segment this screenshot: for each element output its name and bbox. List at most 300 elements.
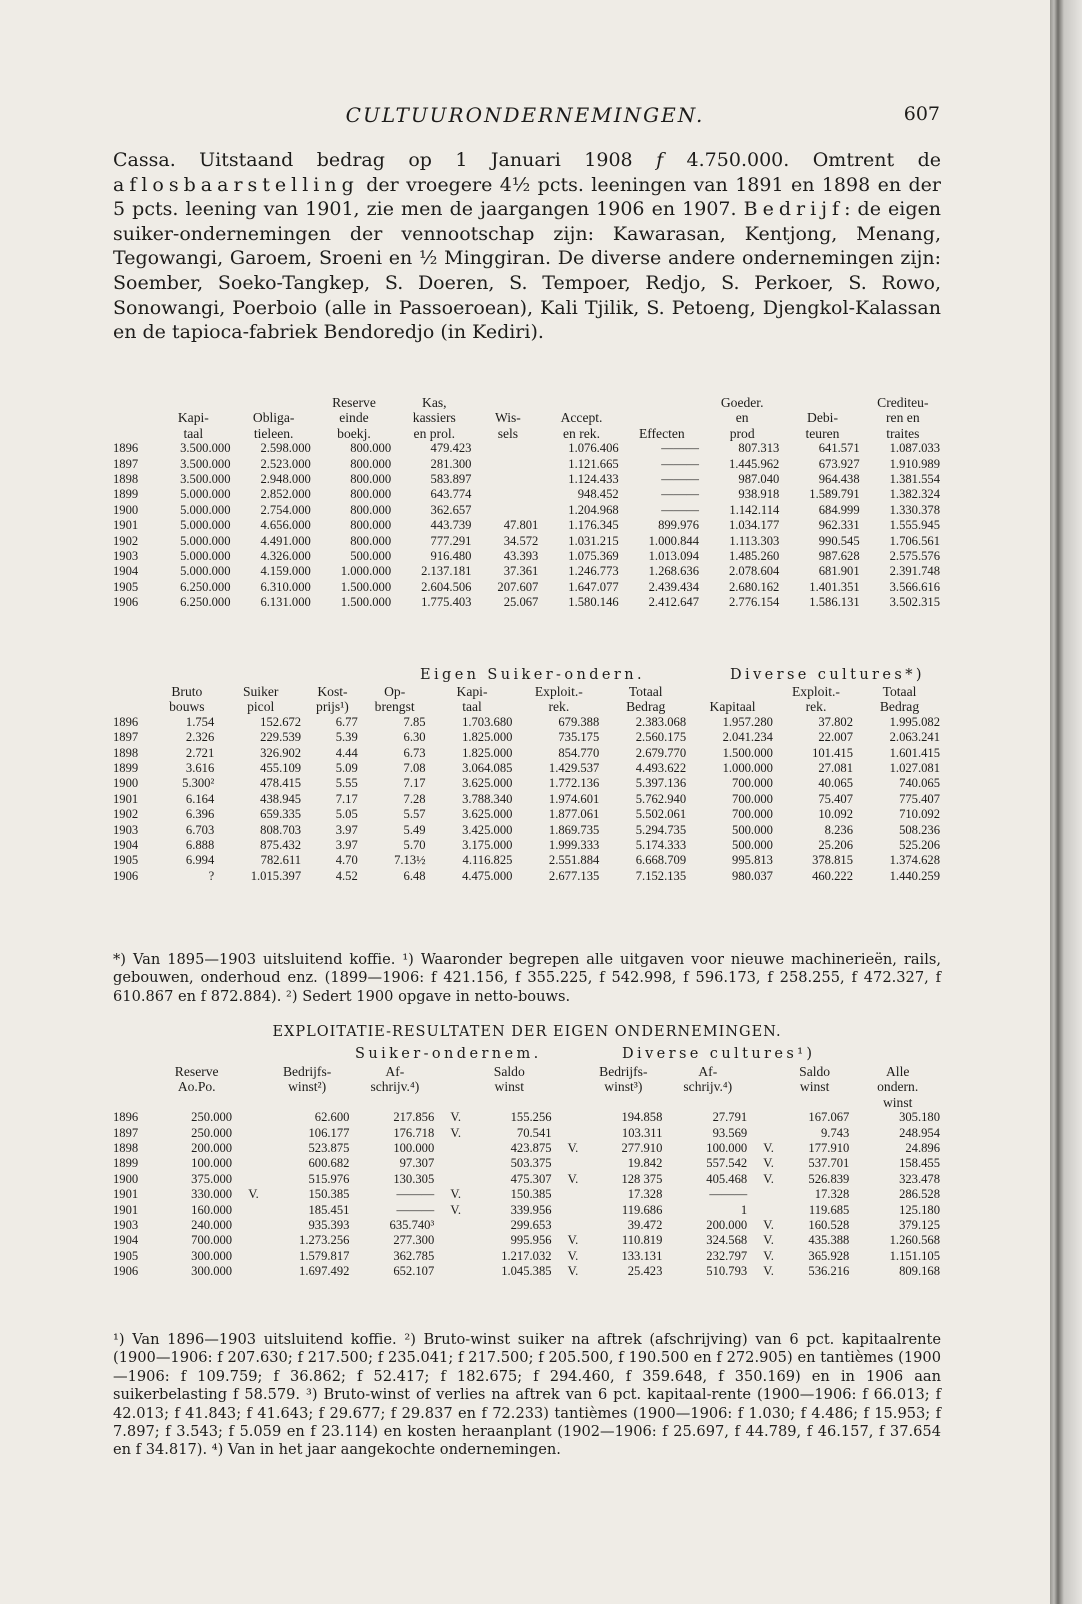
header-cell xyxy=(113,684,156,699)
year-cell: 1905 xyxy=(113,1248,139,1263)
value-cell: 27.791 xyxy=(712,1110,748,1125)
value-cell: 800.000 xyxy=(350,456,392,471)
table-row xyxy=(113,441,943,456)
value-cell: 1.500.000 xyxy=(722,745,773,760)
value-cell: 479.423 xyxy=(430,441,472,456)
value-cell: V. xyxy=(450,1187,461,1202)
table-row xyxy=(113,595,943,610)
value-cell: 523.875 xyxy=(308,1141,350,1156)
value-cell: 200.000 xyxy=(706,1218,748,1233)
header-cell: rek. xyxy=(805,699,827,715)
year-cell: 1898 xyxy=(113,745,139,760)
value-cell: 1.825.000 xyxy=(462,745,513,760)
header-cell: Bedrijfs- xyxy=(599,1064,648,1079)
header-cell xyxy=(437,1064,464,1079)
value-cell: 5.09 xyxy=(335,761,358,776)
value-cell: 1.034.177 xyxy=(728,518,780,533)
value-cell: 1.000.000 xyxy=(340,564,392,579)
year-cell: 1901 xyxy=(113,518,139,533)
value-cell: 1.580.146 xyxy=(568,595,619,610)
value-cell: 207.607 xyxy=(497,579,539,594)
value-cell: 339.956 xyxy=(510,1202,552,1217)
value-cell: 5.000.000 xyxy=(180,502,231,517)
value-cell: 700.000 xyxy=(732,776,773,791)
value-cell: 34.572 xyxy=(503,533,539,548)
value-cell: 6.396 xyxy=(185,807,215,822)
header-cell: en xyxy=(735,410,749,426)
value-cell xyxy=(555,1218,582,1233)
header-cell: Exploit.- xyxy=(792,684,840,699)
header-cell: bouws xyxy=(169,699,205,715)
value-cell: 106.177 xyxy=(308,1125,350,1140)
header-cell xyxy=(113,426,153,441)
table-row xyxy=(113,1233,943,1248)
year-cell: 1901 xyxy=(113,1202,139,1217)
value-cell: V. xyxy=(248,1187,259,1202)
value-cell xyxy=(474,457,541,472)
value-cell xyxy=(474,503,541,518)
header-cell: Kapitaal xyxy=(709,699,756,715)
header-cell: picol xyxy=(247,699,275,715)
value-cell: 1.703.680 xyxy=(462,714,513,729)
value-cell: 5.55 xyxy=(335,776,358,791)
header-cell xyxy=(782,395,862,410)
value-cell: V. xyxy=(763,1248,774,1263)
header-cell: prod xyxy=(729,425,755,441)
value-cell: 229.539 xyxy=(260,730,302,745)
value-cell: 478.415 xyxy=(260,776,302,791)
value-cell: 600.682 xyxy=(308,1156,350,1171)
header-cell: schrijv.⁴) xyxy=(683,1079,733,1095)
value-cell: 1.382.324 xyxy=(889,487,940,502)
value-cell: 217.856 xyxy=(393,1110,435,1125)
table-row xyxy=(113,1172,943,1187)
table-row xyxy=(113,1126,943,1141)
value-cell: 7.17 xyxy=(335,791,358,806)
value-cell xyxy=(555,1126,582,1141)
header-cell: en rek. xyxy=(563,425,600,441)
header-cell: Accept. xyxy=(560,410,603,426)
value-cell: 5.000.000 xyxy=(180,518,231,533)
value-cell: 1 xyxy=(740,1202,748,1217)
value-cell: 100.000 xyxy=(393,1141,435,1156)
header-cell: taal xyxy=(183,425,204,441)
value-cell: 681.901 xyxy=(818,564,860,579)
value-cell: 962.331 xyxy=(818,518,860,533)
value-cell: 948.452 xyxy=(577,487,619,502)
header-cell xyxy=(555,1079,582,1094)
value-cell: 1.000.844 xyxy=(648,533,699,548)
header-cell xyxy=(464,1095,555,1110)
intro-spaced-term-1: aflosbaarstelling xyxy=(113,173,359,196)
value-cell: 1.429.537 xyxy=(548,761,600,776)
value-cell: 330.000 xyxy=(191,1187,233,1202)
value-cell: 935.393 xyxy=(308,1218,350,1233)
value-cell: 3.500.000 xyxy=(180,456,231,471)
value-cell: 6.888 xyxy=(185,838,215,853)
value-cell: 150.385 xyxy=(510,1187,552,1202)
value-cell: ? xyxy=(208,868,215,883)
value-cell: 6.994 xyxy=(185,853,215,868)
value-cell xyxy=(437,1218,464,1233)
header-cell: Goeder. xyxy=(720,395,764,410)
value-cell: 4.475.000 xyxy=(462,868,513,883)
value-cell: 526.839 xyxy=(808,1171,850,1186)
header-cell xyxy=(235,1079,262,1094)
value-cell: 4.52 xyxy=(335,868,358,883)
value-cell: 177.910 xyxy=(808,1141,850,1156)
value-cell: 185.451 xyxy=(308,1202,350,1217)
value-cell: 1.176.345 xyxy=(568,518,619,533)
year-cell: 1896 xyxy=(113,441,139,456)
value-cell: 5.397.136 xyxy=(635,776,687,791)
value-cell: 324.568 xyxy=(706,1233,748,1248)
value-cell: 423.875 xyxy=(510,1141,552,1156)
value-cell xyxy=(555,1187,582,1202)
intro-paragraph xyxy=(113,148,941,345)
table3-group-left: Suiker-ondernem. xyxy=(355,1046,542,1062)
intro-text-2: 4.750.000. Omtrent de xyxy=(663,149,941,171)
value-cell: 800.000 xyxy=(350,487,392,502)
table-row xyxy=(113,715,943,730)
table2-group-left: Eigen Suiker-ondern. xyxy=(420,667,645,683)
value-cell: 4.493.622 xyxy=(635,761,687,776)
intro-spaced-term-2: Bedrijf xyxy=(743,198,845,221)
header-cell xyxy=(750,1064,777,1079)
value-cell: 808.703 xyxy=(260,822,302,837)
year-cell: 1897 xyxy=(113,1125,139,1140)
value-cell: 800.000 xyxy=(350,441,392,456)
value-cell: 807.313 xyxy=(738,441,780,456)
value-cell: 2.575.576 xyxy=(889,549,940,564)
header-row xyxy=(113,699,943,714)
header-cell: Reserve xyxy=(174,1064,219,1079)
header-cell xyxy=(777,1095,852,1110)
value-cell xyxy=(750,1110,777,1125)
value-cell: 8.236 xyxy=(824,822,853,837)
value-cell: 250.000 xyxy=(191,1125,233,1140)
value-cell: 3.175.000 xyxy=(462,838,513,853)
value-cell: 5.174.333 xyxy=(635,838,687,853)
value-cell: 1.246.773 xyxy=(568,564,619,579)
value-cell: 2.551.884 xyxy=(548,853,600,868)
table-row xyxy=(113,776,943,791)
value-cell: 1.440.259 xyxy=(889,868,940,883)
value-cell: 100.000 xyxy=(191,1156,233,1171)
header-cell: kassiers xyxy=(412,410,456,426)
year-cell: 1906 xyxy=(113,1264,139,1279)
value-cell: 277.300 xyxy=(393,1233,435,1248)
year-cell: 1899 xyxy=(113,487,139,502)
header-cell: taal xyxy=(462,699,482,715)
value-cell: V. xyxy=(567,1141,579,1156)
value-cell: 250.000 xyxy=(191,1110,233,1125)
value-cell: V. xyxy=(450,1125,461,1140)
header-cell: winst xyxy=(799,1079,830,1095)
header-cell: einde xyxy=(339,410,369,426)
header-cell: Exploit.- xyxy=(534,684,583,699)
table-row xyxy=(113,1156,943,1171)
value-cell: 980.037 xyxy=(732,868,773,883)
year-cell: 1900 xyxy=(113,776,139,791)
enterprises-table xyxy=(113,684,943,884)
value-cell: 500.000 xyxy=(732,838,773,853)
value-cell: 899.976 xyxy=(658,518,699,533)
year-cell: 1905 xyxy=(113,853,139,868)
table-row xyxy=(113,487,943,502)
value-cell: 710.092 xyxy=(899,807,940,822)
value-cell: 875.432 xyxy=(260,838,302,853)
header-cell: Debi- xyxy=(807,410,838,426)
header-cell: Af- xyxy=(385,1064,405,1079)
value-cell: V. xyxy=(567,1233,579,1248)
value-cell: 503.375 xyxy=(510,1156,552,1171)
table-row xyxy=(113,746,943,761)
value-cell: 515.976 xyxy=(308,1171,350,1186)
header-cell: winst xyxy=(494,1079,524,1095)
value-cell: 5.70 xyxy=(403,838,426,853)
value-cell: V. xyxy=(763,1233,774,1248)
value-cell: 286.528 xyxy=(899,1187,940,1202)
table-row xyxy=(113,580,943,595)
table-row xyxy=(113,792,943,807)
value-cell: 6.131.000 xyxy=(260,595,311,610)
value-cell: 155.256 xyxy=(510,1110,552,1125)
page-number: 607 xyxy=(903,103,940,125)
value-cell: 119.686 xyxy=(621,1202,663,1217)
table-row xyxy=(113,1110,943,1125)
results-caption: EXPLOITATIE-RESULTATEN DER EIGEN ONDERNEMINGEN. xyxy=(272,1024,782,1040)
value-cell xyxy=(555,1110,582,1125)
header-cell: Kost- xyxy=(317,684,348,699)
value-cell: V. xyxy=(450,1202,461,1217)
value-cell: 248.954 xyxy=(899,1125,940,1140)
value-cell: V. xyxy=(450,1110,461,1125)
value-cell xyxy=(235,1264,262,1279)
header-cell xyxy=(158,1095,235,1110)
value-cell: 800.000 xyxy=(350,502,392,517)
value-cell xyxy=(235,1233,262,1248)
value-cell: 43.393 xyxy=(503,549,539,564)
value-cell: 130.305 xyxy=(393,1171,435,1186)
value-cell: 6.310.000 xyxy=(260,579,311,594)
value-cell: V. xyxy=(763,1264,774,1279)
value-cell: 455.109 xyxy=(260,761,302,776)
header-cell: traites xyxy=(886,425,920,441)
value-cell: 987.628 xyxy=(818,549,860,564)
value-cell xyxy=(235,1172,262,1187)
value-cell: 500.000 xyxy=(732,822,773,837)
header-cell xyxy=(113,1064,158,1079)
value-cell: 1.877.061 xyxy=(548,807,600,822)
table-row xyxy=(113,1218,943,1233)
value-cell: ——— xyxy=(396,1187,435,1202)
header-cell: tieleen. xyxy=(253,425,294,441)
value-cell: 5.57 xyxy=(403,807,426,822)
value-cell: 5.000.000 xyxy=(180,533,231,548)
value-cell: 47.801 xyxy=(503,518,539,533)
value-cell: 659.335 xyxy=(260,807,302,822)
year-cell: 1896 xyxy=(113,714,139,729)
value-cell: 987.040 xyxy=(738,472,780,487)
value-cell: 1.500.000 xyxy=(340,579,392,594)
value-cell: 5.49 xyxy=(403,822,426,837)
header-cell xyxy=(581,1095,665,1110)
value-cell: 1.445.962 xyxy=(728,456,780,471)
value-cell: 1.586.131 xyxy=(809,595,860,610)
value-cell: 3.788.340 xyxy=(462,791,513,806)
header-cell xyxy=(689,684,776,699)
value-cell: 3.502.315 xyxy=(889,595,940,610)
year-cell: 1904 xyxy=(113,838,139,853)
header-cell xyxy=(437,1095,464,1110)
value-cell: 299.653 xyxy=(510,1218,552,1233)
year-cell: 1906 xyxy=(113,868,139,883)
value-cell: 536.216 xyxy=(808,1264,850,1279)
value-cell: 1.974.601 xyxy=(548,791,600,806)
value-cell: 5.39 xyxy=(335,730,358,745)
intro-text-4: : de eigen suiker-ondernemingen der vennootschap zijn: Kawarasan, Kentjong, Menang, Tegowangi, Garoem, Sroeni en ½ Minggiran. De diverse andere ondernemingen zijn: Soember, Soeko-Tangkep, S. Doeren, S. Tempoer, Redjo, S. Perkoer, S. Rowo, Sonowangi, Poerboio (alle in Passoeroean), Kali Tjilik, S. Petoeng, Djengkol-Kalassan en de tapioca-fabriek Bendoredjo (in Kediri). xyxy=(113,198,941,344)
value-cell: 375.000 xyxy=(191,1171,233,1186)
table-row xyxy=(113,518,943,533)
value-cell: 2.078.604 xyxy=(728,564,780,579)
value-cell: 1.995.082 xyxy=(889,714,940,729)
header-cell: Kapi- xyxy=(456,684,488,699)
value-cell: 3.97 xyxy=(335,822,358,837)
header-cell: Bedrag xyxy=(626,699,666,715)
value-cell: 362.785 xyxy=(393,1248,435,1263)
value-cell: 1.013.094 xyxy=(648,549,699,564)
value-cell: 19.842 xyxy=(627,1156,663,1171)
value-cell: 4.44 xyxy=(335,745,358,760)
value-cell xyxy=(437,1249,464,1264)
value-cell: 1.142.114 xyxy=(729,502,780,517)
value-cell: 740.065 xyxy=(899,776,940,791)
value-cell: 378.815 xyxy=(812,853,853,868)
value-cell: 2.439.434 xyxy=(648,579,699,594)
value-cell: ——— xyxy=(661,441,699,456)
header-cell xyxy=(352,1095,437,1110)
value-cell: 1.754 xyxy=(185,714,215,729)
value-cell: 194.858 xyxy=(621,1110,663,1125)
header-cell: en prol. xyxy=(413,425,456,441)
value-cell: 128 375 xyxy=(621,1171,663,1186)
header-row xyxy=(113,1064,943,1079)
header-cell: rek. xyxy=(548,699,570,715)
table-row xyxy=(113,1141,943,1156)
value-cell: 2.677.135 xyxy=(548,868,600,883)
value-cell: 150.385 xyxy=(308,1187,350,1202)
value-cell: 110.819 xyxy=(621,1233,663,1248)
header-cell: prijs¹) xyxy=(316,699,349,715)
value-cell xyxy=(437,1156,464,1171)
value-cell: 1.999.333 xyxy=(548,838,600,853)
value-cell: 4.491.000 xyxy=(260,533,311,548)
value-cell: 27.081 xyxy=(818,761,853,776)
value-cell: 17.328 xyxy=(627,1187,663,1202)
value-cell: 583.897 xyxy=(430,472,472,487)
table-row xyxy=(113,1203,943,1218)
value-cell: 152.672 xyxy=(260,714,302,729)
header-cell xyxy=(665,1095,750,1110)
table-row xyxy=(113,549,943,564)
value-cell: 75.407 xyxy=(818,791,853,806)
value-cell: 1.485.260 xyxy=(728,549,780,564)
value-cell: 300.000 xyxy=(191,1264,233,1279)
value-cell: 62.600 xyxy=(314,1110,350,1125)
value-cell: 5.05 xyxy=(335,807,358,822)
value-cell: 1.045.385 xyxy=(501,1264,552,1279)
value-cell: 2.598.000 xyxy=(260,441,311,456)
header-cell: Kapi- xyxy=(177,410,209,426)
value-cell: 443.739 xyxy=(430,518,472,533)
header-cell: winst³) xyxy=(604,1079,643,1095)
value-cell: 1.555.945 xyxy=(889,518,940,533)
value-cell: 800.000 xyxy=(350,533,392,548)
header-cell xyxy=(437,1079,464,1094)
year-cell: 1901 xyxy=(113,1187,139,1202)
value-cell: 1.401.351 xyxy=(809,579,860,594)
year-cell: 1898 xyxy=(113,1141,139,1156)
value-cell: 5.762.940 xyxy=(635,791,687,806)
value-cell: 1.015.397 xyxy=(250,868,302,883)
header-cell xyxy=(113,410,153,425)
intro-text-3: der vroegere 4½ pcts. leeningen van 1891 en 1898 en der 5 pcts. leening van 1901, zie men de jaargangen 1906 en 1907. xyxy=(113,173,941,221)
value-cell xyxy=(235,1126,262,1141)
value-cell: 22.007 xyxy=(818,730,853,745)
value-cell xyxy=(474,441,541,456)
value-cell: 1.579.817 xyxy=(299,1248,350,1263)
value-cell: 365.928 xyxy=(808,1248,850,1263)
table2-footnote: *) Van 1895—1903 uitsluitend koffie. ¹) Waaronder begrepen alle uitgaven voor nieuwe machinerieën, rails, gebouwen, onderhoud enz. (1899—1906: f 421.156, f 355.225, f 542.998, f 596.173, f 258.255, f 472.327, f 610.867 en f 872.884). ²) Sedert 1900 opgave in netto-bouws. xyxy=(113,951,941,1005)
value-cell: 1.076.406 xyxy=(568,441,619,456)
value-cell: 40.065 xyxy=(818,776,853,791)
value-cell: 2.041.234 xyxy=(722,730,773,745)
value-cell: 800.000 xyxy=(350,518,392,533)
year-cell: 1899 xyxy=(113,1156,139,1171)
header-cell xyxy=(555,1064,582,1079)
value-cell xyxy=(235,1141,262,1156)
header-cell: Totaal xyxy=(628,684,663,699)
value-cell: 1.087.033 xyxy=(889,441,940,456)
value-cell: 100.000 xyxy=(706,1141,748,1156)
value-cell: 5.294.735 xyxy=(635,822,687,837)
header-cell xyxy=(113,1079,158,1094)
value-cell xyxy=(555,1156,582,1171)
year-cell: 1903 xyxy=(113,822,139,837)
header-cell xyxy=(622,410,702,425)
value-cell: 10.092 xyxy=(818,807,853,822)
value-cell: 3.064.085 xyxy=(462,761,513,776)
value-cell: 3.425.000 xyxy=(462,822,513,837)
value-cell: 1.706.561 xyxy=(889,533,940,548)
value-cell: 435.388 xyxy=(808,1233,850,1248)
header-cell: Saldo xyxy=(493,1064,525,1079)
value-cell xyxy=(235,1156,262,1171)
header-cell: Saldo xyxy=(799,1064,831,1079)
value-cell: 158.455 xyxy=(899,1156,940,1171)
year-cell: 1897 xyxy=(113,730,139,745)
value-cell: 1.772.136 xyxy=(548,776,600,791)
page-header xyxy=(110,103,940,131)
value-cell xyxy=(474,487,541,502)
value-cell xyxy=(750,1187,777,1202)
value-cell: 700.000 xyxy=(732,807,773,822)
value-cell: 3.97 xyxy=(335,838,358,853)
value-cell: 37.802 xyxy=(818,714,853,729)
value-cell: 6.250.000 xyxy=(180,595,231,610)
value-cell: 6.77 xyxy=(335,714,358,729)
